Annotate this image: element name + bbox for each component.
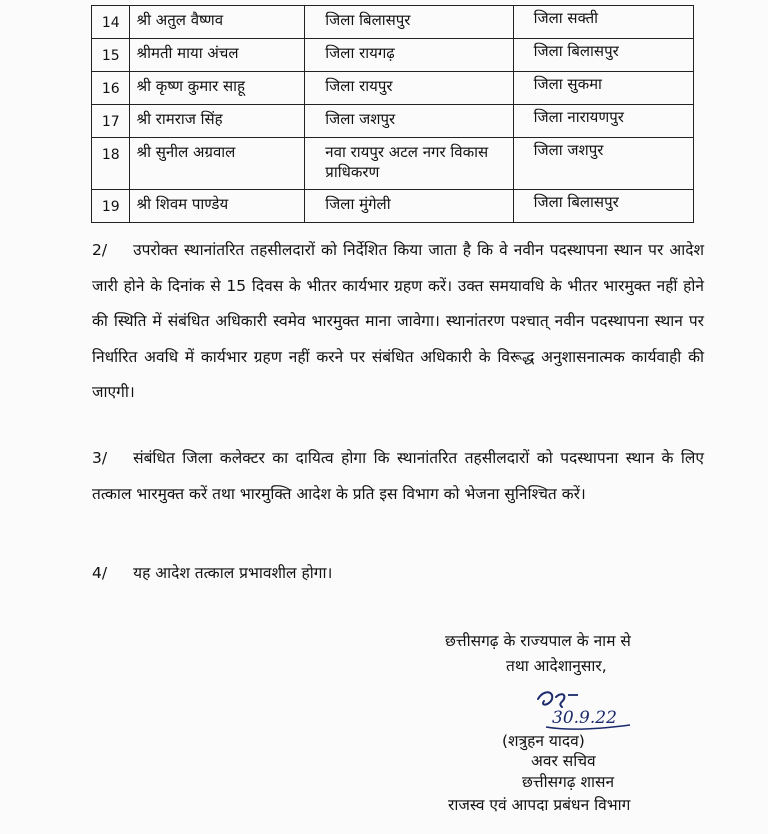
- new-posting-cell: जिला सक्ती: [513, 6, 693, 39]
- current-posting-cell: जिला रायपुर: [305, 72, 513, 105]
- serial-number-cell: 19: [92, 190, 130, 223]
- current-posting-cell: जिला रायगढ़: [305, 39, 513, 72]
- transfer-table: [91, 5, 694, 223]
- paragraph-2: [92, 233, 704, 411]
- table-row: [92, 138, 694, 190]
- new-posting-cell: जिला सुकमा: [513, 72, 693, 105]
- serial-number-cell: 15: [92, 39, 130, 72]
- paragraph-number: 2/: [92, 241, 108, 259]
- current-posting-cell: जिला मुंगेली: [305, 190, 513, 223]
- table-row: [92, 190, 694, 223]
- table-row: [92, 39, 694, 72]
- handwritten-signature: [530, 685, 640, 733]
- paragraph-text: उपरोक्त स्थानांतरित तहसीलदारों को निर्देशित किया जाता है कि वे नवीन पदस्थापना स्थान पर आदेश जारी होने के दिनांक से 15 दिवस के भीतर कार्यभार ग्रहण करें। उक्त समयावधि के भीतर भारमुक्त नहीं होने की स्थिति में संबंधित अधिकारी स्वमेव भारमुक्त माना जावेगा। स्थानांतरण पश्चात् नवीन पदस्थापना स्थान पर निर्धारित अवधि में कार्यभार ग्रहण नहीं करने पर संबंधित अधिकारी के विरूद्ध अनुशासनात्मक कार्यवाही की जाएगी।: [92, 241, 704, 401]
- paragraph-number: 3/: [92, 449, 108, 467]
- table-row: [92, 6, 694, 39]
- current-posting-cell: नवा रायपुर अटल नगर विकास प्राधिकरण: [305, 138, 513, 190]
- closing-line-1: छत्तीसगढ़ के राज्यपाल के नाम से: [445, 632, 631, 650]
- paragraph-text: यह आदेश तत्काल प्रभावशील होगा।: [133, 564, 333, 582]
- paragraph-number: 4/: [92, 564, 108, 582]
- current-posting-cell: जिला जशपुर: [305, 105, 513, 138]
- serial-number-cell: 14: [92, 6, 130, 39]
- officer-name-cell: श्री शिवम पाण्डेय: [130, 190, 305, 223]
- paragraph-4: [92, 556, 704, 592]
- new-posting-cell: जिला बिलासपुर: [513, 190, 693, 223]
- serial-number-cell: 16: [92, 72, 130, 105]
- department-name: राजस्व एवं आपदा प्रबंधन विभाग: [448, 796, 631, 814]
- paragraph-text: संबंधित जिला कलेक्टर का दायित्व होगा कि स्थानांतरित तहसीलदारों को पदस्थापना स्थान के लिए तत्काल भारमुक्त करें तथा भारमुक्ति आदेश के प्रति इस विभाग को भेजना सुनिश्चित करें।: [92, 449, 704, 503]
- current-posting-cell: जिला बिलासपुर: [305, 6, 513, 39]
- signatory-designation: अवर सचिव: [531, 752, 596, 770]
- officer-name-cell: श्री रामराज सिंह: [130, 105, 305, 138]
- new-posting-cell: जिला जशपुर: [513, 138, 693, 190]
- officer-name-cell: श्रीमती माया अंचल: [130, 39, 305, 72]
- signature-date: 30.9.22: [552, 708, 617, 728]
- closing-line-2: तथा आदेशानुसार,: [506, 657, 607, 675]
- government-name: छत्तीसगढ़ शासन: [522, 773, 615, 791]
- new-posting-cell: जिला बिलासपुर: [513, 39, 693, 72]
- officer-name-cell: श्री कृष्ण कुमार साहू: [130, 72, 305, 105]
- serial-number-cell: 18: [92, 138, 130, 190]
- new-posting-cell: जिला नारायणपुर: [513, 105, 693, 138]
- serial-number-cell: 17: [92, 105, 130, 138]
- signatory-name: (शत्रुहन यादव): [502, 732, 585, 750]
- signature-scribble: [530, 685, 640, 733]
- paragraph-3: [92, 441, 704, 512]
- table-row: [92, 72, 694, 105]
- officer-name-cell: श्री अतुल वैष्णव: [130, 6, 305, 39]
- officer-name-cell: श्री सुनील अग्रवाल: [130, 138, 305, 190]
- table-row: [92, 105, 694, 138]
- transfer-table-body: [92, 6, 694, 223]
